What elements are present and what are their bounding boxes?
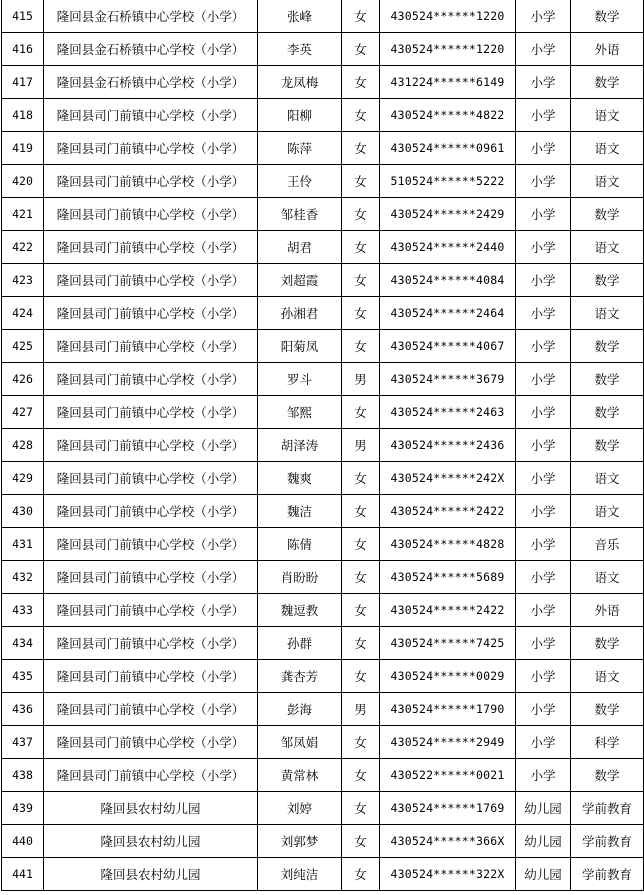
school-name-cell: 隆回县司门前镇中心学校（小学）: [44, 396, 258, 429]
school-name-cell: 隆回县农村幼儿园: [44, 825, 258, 858]
row-number-cell: 419: [2, 132, 44, 165]
school-name-cell: 隆回县司门前镇中心学校（小学）: [44, 594, 258, 627]
gender-cell: 女: [342, 33, 380, 66]
teacher-name-cell: 肖盼盼: [258, 561, 342, 594]
school-name-cell: 隆回县金石桥镇中心学校（小学）: [44, 33, 258, 66]
school-name-cell: 隆回县司门前镇中心学校（小学）: [44, 462, 258, 495]
id-number-cell: 430524******2429: [380, 198, 516, 231]
subject-cell: 学前教育: [571, 825, 644, 858]
gender-cell: 女: [342, 231, 380, 264]
teacher-name-cell: 魏洁: [258, 495, 342, 528]
id-number-cell: 430524******2464: [380, 297, 516, 330]
teacher-name-cell: 阳柳: [258, 99, 342, 132]
subject-cell: 数学: [571, 429, 644, 462]
id-number-cell: 430524******1790: [380, 693, 516, 726]
id-number-cell: 430524******366X: [380, 825, 516, 858]
teacher-name-cell: 罗斗: [258, 363, 342, 396]
table-row: [2, 99, 644, 132]
gender-cell: 女: [342, 726, 380, 759]
table-row: [2, 396, 644, 429]
subject-cell: 数学: [571, 627, 644, 660]
gender-cell: 男: [342, 693, 380, 726]
id-number-cell: 430524******3679: [380, 363, 516, 396]
teacher-name-cell: 张峰: [258, 0, 342, 33]
school-name-cell: 隆回县农村幼儿园: [44, 858, 258, 891]
subject-cell: 学前教育: [571, 792, 644, 825]
table-row: [2, 858, 644, 891]
school-name-cell: 隆回县司门前镇中心学校（小学）: [44, 264, 258, 297]
id-number-cell: 510524******5222: [380, 165, 516, 198]
school-level-cell: 小学: [516, 33, 571, 66]
subject-cell: 数学: [571, 396, 644, 429]
subject-cell: 数学: [571, 264, 644, 297]
school-level-cell: 小学: [516, 495, 571, 528]
row-number-cell: 439: [2, 792, 44, 825]
subject-cell: 数学: [571, 0, 644, 33]
row-number-cell: 423: [2, 264, 44, 297]
subject-cell: 数学: [571, 363, 644, 396]
subject-cell: 数学: [571, 198, 644, 231]
school-level-cell: 小学: [516, 132, 571, 165]
school-level-cell: 小学: [516, 198, 571, 231]
row-number-cell: 433: [2, 594, 44, 627]
school-name-cell: 隆回县司门前镇中心学校（小学）: [44, 363, 258, 396]
table-row: [2, 825, 644, 858]
row-number-cell: 430: [2, 495, 44, 528]
row-number-cell: 422: [2, 231, 44, 264]
table-row: [2, 594, 644, 627]
id-number-cell: 430524******1220: [380, 0, 516, 33]
table-row: [2, 132, 644, 165]
gender-cell: 女: [342, 594, 380, 627]
id-number-cell: 430524******2436: [380, 429, 516, 462]
gender-cell: 女: [342, 132, 380, 165]
table-row: [2, 693, 644, 726]
subject-cell: 语文: [571, 231, 644, 264]
row-number-cell: 436: [2, 693, 44, 726]
id-number-cell: 430524******4828: [380, 528, 516, 561]
id-number-cell: 430524******322X: [380, 858, 516, 891]
school-name-cell: 隆回县司门前镇中心学校（小学）: [44, 99, 258, 132]
id-number-cell: 430524******5689: [380, 561, 516, 594]
gender-cell: 女: [342, 198, 380, 231]
gender-cell: 男: [342, 429, 380, 462]
row-number-cell: 429: [2, 462, 44, 495]
school-name-cell: 隆回县司门前镇中心学校（小学）: [44, 495, 258, 528]
gender-cell: 女: [342, 528, 380, 561]
row-number-cell: 432: [2, 561, 44, 594]
subject-cell: 数学: [571, 330, 644, 363]
table-row: [2, 759, 644, 792]
id-number-cell: 430524******1220: [380, 33, 516, 66]
table-row: [2, 726, 644, 759]
table-row: [2, 627, 644, 660]
subject-cell: 语文: [571, 495, 644, 528]
table-row: [2, 429, 644, 462]
school-name-cell: 隆回县司门前镇中心学校（小学）: [44, 231, 258, 264]
row-number-cell: 415: [2, 0, 44, 33]
row-number-cell: 418: [2, 99, 44, 132]
table-row: [2, 330, 644, 363]
row-number-cell: 420: [2, 165, 44, 198]
table-row: [2, 561, 644, 594]
subject-cell: 语文: [571, 99, 644, 132]
gender-cell: 女: [342, 330, 380, 363]
subject-cell: 语文: [571, 660, 644, 693]
school-level-cell: 幼儿园: [516, 825, 571, 858]
subject-cell: 语文: [571, 132, 644, 165]
id-number-cell: 430524******2463: [380, 396, 516, 429]
subject-cell: 数学: [571, 693, 644, 726]
school-level-cell: 小学: [516, 396, 571, 429]
id-number-cell: 430524******1769: [380, 792, 516, 825]
gender-cell: 女: [342, 66, 380, 99]
school-name-cell: 隆回县司门前镇中心学校（小学）: [44, 759, 258, 792]
school-name-cell: 隆回县司门前镇中心学校（小学）: [44, 429, 258, 462]
school-level-cell: 小学: [516, 297, 571, 330]
table-row: [2, 363, 644, 396]
school-name-cell: 隆回县农村幼儿园: [44, 792, 258, 825]
row-number-cell: 431: [2, 528, 44, 561]
row-number-cell: 417: [2, 66, 44, 99]
teacher-name-cell: 孙湘君: [258, 297, 342, 330]
gender-cell: 女: [342, 297, 380, 330]
teacher-name-cell: 魏爽: [258, 462, 342, 495]
teacher-name-cell: 魏逗教: [258, 594, 342, 627]
school-level-cell: 小学: [516, 462, 571, 495]
school-level-cell: 小学: [516, 231, 571, 264]
table-row: [2, 528, 644, 561]
school-level-cell: 小学: [516, 66, 571, 99]
teacher-name-cell: 孙群: [258, 627, 342, 660]
table-row: [2, 462, 644, 495]
gender-cell: 女: [342, 759, 380, 792]
teacher-name-cell: 刘郭梦: [258, 825, 342, 858]
teacher-name-cell: 黄常林: [258, 759, 342, 792]
id-number-cell: 430524******4084: [380, 264, 516, 297]
subject-cell: 科学: [571, 726, 644, 759]
gender-cell: 女: [342, 462, 380, 495]
id-number-cell: 431224******6149: [380, 66, 516, 99]
subject-cell: 数学: [571, 66, 644, 99]
school-level-cell: 小学: [516, 594, 571, 627]
teacher-name-cell: 刘超霞: [258, 264, 342, 297]
teacher-name-cell: 邹凤娟: [258, 726, 342, 759]
row-number-cell: 434: [2, 627, 44, 660]
school-level-cell: 小学: [516, 528, 571, 561]
table-row: [2, 165, 644, 198]
teacher-name-cell: 王伶: [258, 165, 342, 198]
teacher-name-cell: 李英: [258, 33, 342, 66]
school-name-cell: 隆回县司门前镇中心学校（小学）: [44, 528, 258, 561]
subject-cell: 外语: [571, 594, 644, 627]
subject-cell: 学前教育: [571, 858, 644, 891]
subject-cell: 外语: [571, 33, 644, 66]
gender-cell: 男: [342, 363, 380, 396]
table-row: [2, 33, 644, 66]
row-number-cell: 438: [2, 759, 44, 792]
id-number-cell: 430524******2440: [380, 231, 516, 264]
school-level-cell: 小学: [516, 0, 571, 33]
table-row: [2, 264, 644, 297]
school-name-cell: 隆回县司门前镇中心学校（小学）: [44, 198, 258, 231]
school-level-cell: 小学: [516, 363, 571, 396]
gender-cell: 女: [342, 561, 380, 594]
gender-cell: 女: [342, 825, 380, 858]
school-name-cell: 隆回县司门前镇中心学校（小学）: [44, 693, 258, 726]
id-number-cell: 430524******7425: [380, 627, 516, 660]
school-level-cell: 幼儿园: [516, 792, 571, 825]
table-body: [2, 0, 644, 891]
teacher-name-cell: 邹桂香: [258, 198, 342, 231]
school-level-cell: 小学: [516, 264, 571, 297]
teacher-name-cell: 邹熙: [258, 396, 342, 429]
gender-cell: 女: [342, 264, 380, 297]
teacher-name-cell: 胡君: [258, 231, 342, 264]
table-row: [2, 297, 644, 330]
gender-cell: 女: [342, 165, 380, 198]
table-row: [2, 198, 644, 231]
id-number-cell: 430524******4067: [380, 330, 516, 363]
school-level-cell: 小学: [516, 330, 571, 363]
row-number-cell: 435: [2, 660, 44, 693]
table-row: [2, 66, 644, 99]
teacher-name-cell: 刘婷: [258, 792, 342, 825]
gender-cell: 女: [342, 627, 380, 660]
school-name-cell: 隆回县金石桥镇中心学校（小学）: [44, 66, 258, 99]
subject-cell: 数学: [571, 759, 644, 792]
teacher-name-cell: 刘纯洁: [258, 858, 342, 891]
id-number-cell: 430522******0021: [380, 759, 516, 792]
row-number-cell: 425: [2, 330, 44, 363]
id-number-cell: 430524******0961: [380, 132, 516, 165]
teacher-name-cell: 阳菊凤: [258, 330, 342, 363]
gender-cell: 女: [342, 792, 380, 825]
school-level-cell: 小学: [516, 627, 571, 660]
table-row: [2, 495, 644, 528]
id-number-cell: 430524******242X: [380, 462, 516, 495]
gender-cell: 女: [342, 396, 380, 429]
teacher-name-cell: 陈萍: [258, 132, 342, 165]
table-row: [2, 660, 644, 693]
teacher-name-cell: 龙凤梅: [258, 66, 342, 99]
id-number-cell: 430524******0029: [380, 660, 516, 693]
id-number-cell: 430524******4822: [380, 99, 516, 132]
id-number-cell: 430524******2422: [380, 495, 516, 528]
school-name-cell: 隆回县司门前镇中心学校（小学）: [44, 330, 258, 363]
gender-cell: 女: [342, 660, 380, 693]
teacher-name-cell: 胡泽涛: [258, 429, 342, 462]
school-name-cell: 隆回县司门前镇中心学校（小学）: [44, 627, 258, 660]
gender-cell: 女: [342, 99, 380, 132]
teacher-list-table: [1, 0, 644, 891]
school-level-cell: 小学: [516, 693, 571, 726]
school-name-cell: 隆回县司门前镇中心学校（小学）: [44, 561, 258, 594]
school-level-cell: 小学: [516, 660, 571, 693]
row-number-cell: 421: [2, 198, 44, 231]
school-name-cell: 隆回县司门前镇中心学校（小学）: [44, 165, 258, 198]
school-name-cell: 隆回县金石桥镇中心学校（小学）: [44, 0, 258, 33]
school-name-cell: 隆回县司门前镇中心学校（小学）: [44, 726, 258, 759]
row-number-cell: 424: [2, 297, 44, 330]
table-row: [2, 0, 644, 33]
school-level-cell: 小学: [516, 726, 571, 759]
teacher-name-cell: 陈倩: [258, 528, 342, 561]
school-level-cell: 小学: [516, 759, 571, 792]
school-name-cell: 隆回县司门前镇中心学校（小学）: [44, 297, 258, 330]
school-level-cell: 小学: [516, 561, 571, 594]
row-number-cell: 441: [2, 858, 44, 891]
table-row: [2, 231, 644, 264]
id-number-cell: 430524******2422: [380, 594, 516, 627]
row-number-cell: 440: [2, 825, 44, 858]
id-number-cell: 430524******2949: [380, 726, 516, 759]
subject-cell: 语文: [571, 297, 644, 330]
row-number-cell: 426: [2, 363, 44, 396]
teacher-name-cell: 龚杏芳: [258, 660, 342, 693]
school-level-cell: 小学: [516, 99, 571, 132]
school-level-cell: 小学: [516, 429, 571, 462]
row-number-cell: 427: [2, 396, 44, 429]
teacher-name-cell: 彭海: [258, 693, 342, 726]
school-name-cell: 隆回县司门前镇中心学校（小学）: [44, 132, 258, 165]
subject-cell: 语文: [571, 462, 644, 495]
gender-cell: 女: [342, 0, 380, 33]
gender-cell: 女: [342, 495, 380, 528]
gender-cell: 女: [342, 858, 380, 891]
subject-cell: 音乐: [571, 528, 644, 561]
school-level-cell: 小学: [516, 165, 571, 198]
subject-cell: 语文: [571, 165, 644, 198]
school-name-cell: 隆回县司门前镇中心学校（小学）: [44, 660, 258, 693]
row-number-cell: 437: [2, 726, 44, 759]
row-number-cell: 428: [2, 429, 44, 462]
school-level-cell: 幼儿园: [516, 858, 571, 891]
table-row: [2, 792, 644, 825]
subject-cell: 语文: [571, 561, 644, 594]
row-number-cell: 416: [2, 33, 44, 66]
